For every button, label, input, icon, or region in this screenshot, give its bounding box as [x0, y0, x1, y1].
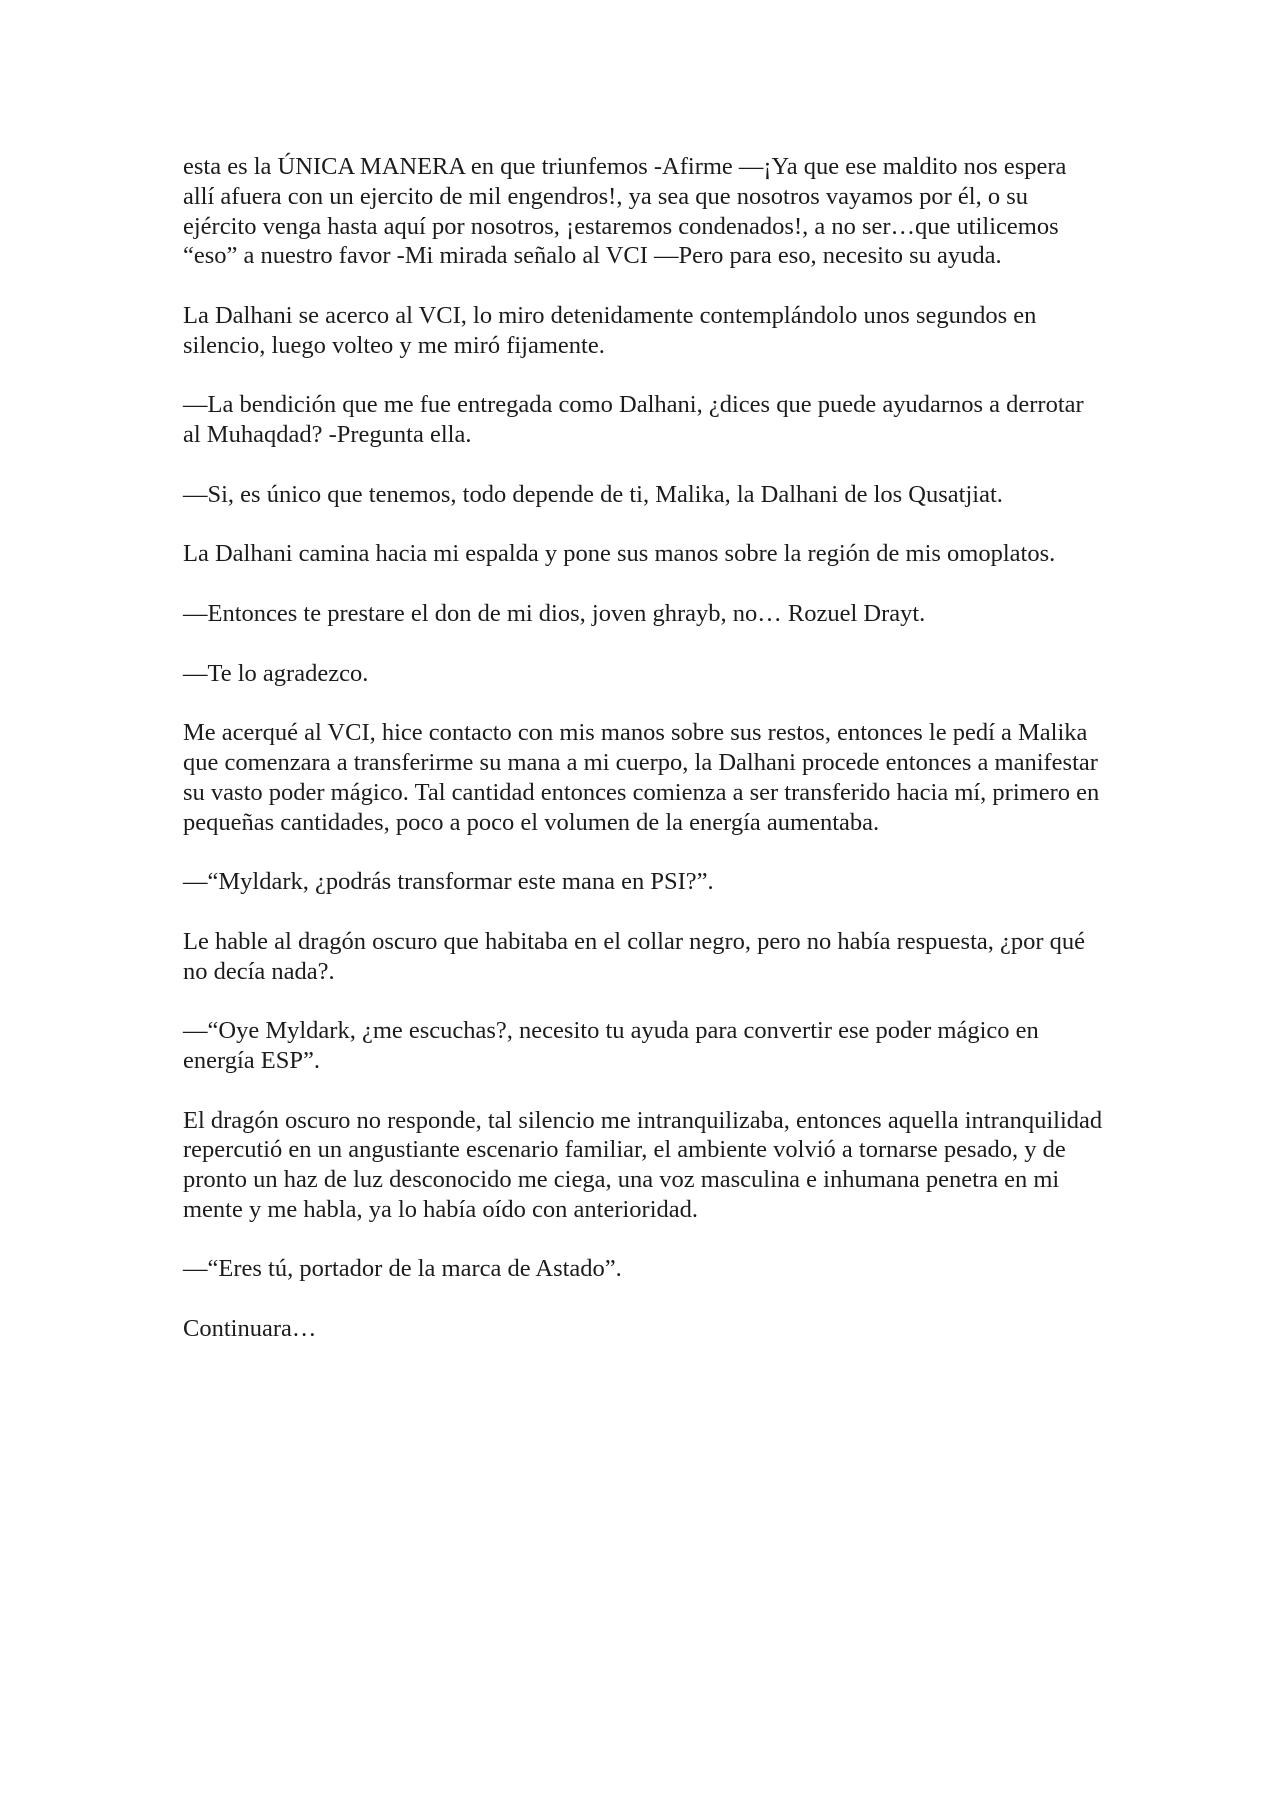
paragraph: esta es la ÚNICA MANERA en que triunfemos -Afirme —¡Ya que ese maldito nos espera allí afuera con un ejercito de mil engendros!, ya sea que nosotros vayamos por él, o su ejército venga hasta aquí por nosotros, ¡estaremos condenados!, a no ser…que utilicemos “eso” a nuestro favor -Mi mirada señalo al VCI —Pero para eso, necesito su ayuda. — [183, 153, 1067, 270]
paragraph: —Te lo agradezco. — [183, 659, 369, 687]
paragraph: —Si, es único que tenemos, todo depende de ti, Malika, la Dalhani de los Qusatjiat. — [183, 480, 1003, 508]
paragraph: El dragón oscuro no responde, tal silencio me intranquilizaba, entonces aquella intranquilidad repercutió en un angustiante escenario familiar, el ambiente volvió a tornarse pesado, y de pronto un haz de luz desconocido me ciega, una voz masculina e inhumana penetra en mi mente y me habla, ya lo había oído con anterioridad. — [183, 1106, 1103, 1223]
paragraph: —“Oye Myldark, ¿me escuchas?, necesito tu ayuda para convertir ese poder mágico en energía ESP”. — [183, 1017, 1039, 1074]
paragraph: La Dalhani camina hacia mi espalda y pone sus manos sobre la región de mis omoplatos. — [183, 540, 1056, 568]
document-body — [183, 152, 1103, 1344]
paragraph: —Entonces te prestare el don de mi dios, joven ghrayb, no… Rozuel Drayt. — [183, 599, 926, 627]
paragraph: Le hable al dragón oscuro que habitaba en el collar negro, pero no había respuesta, ¿por qué no decía nada?. — [183, 927, 1086, 985]
paragraph: La Dalhani se acerco al VCI, lo miro detenidamente contemplándolo unos segundos en silencio, luego volteo y me miró fijamente. — [183, 301, 1037, 359]
paragraph: —“Myldark, ¿podrás transformar este mana en PSI?”. — [183, 868, 714, 896]
closing-line: Continuara… — [183, 1315, 317, 1343]
paragraph: —La bendición que me fue entregada como Dalhani, ¿dices que puede ayudarnos a derrotar al Muhaqdad? -Pregunta ella. — [183, 391, 1084, 449]
paragraph: Me acerqué al VCI, hice contacto con mis manos sobre sus restos, entonces le pedí a Malika que comenzara a transferirme su mana a mi cuerpo, la Dalhani procede entonces a manifestar su vasto poder mágico. Tal cantidad entonces comienza a ser transferido hacia mí, primero en pequeñas cantidades, poco a poco el volumen de la energía aumentaba. — [183, 719, 1100, 836]
paragraph: —“Eres tú, portador de la marca de Astado”. — [183, 1255, 622, 1283]
